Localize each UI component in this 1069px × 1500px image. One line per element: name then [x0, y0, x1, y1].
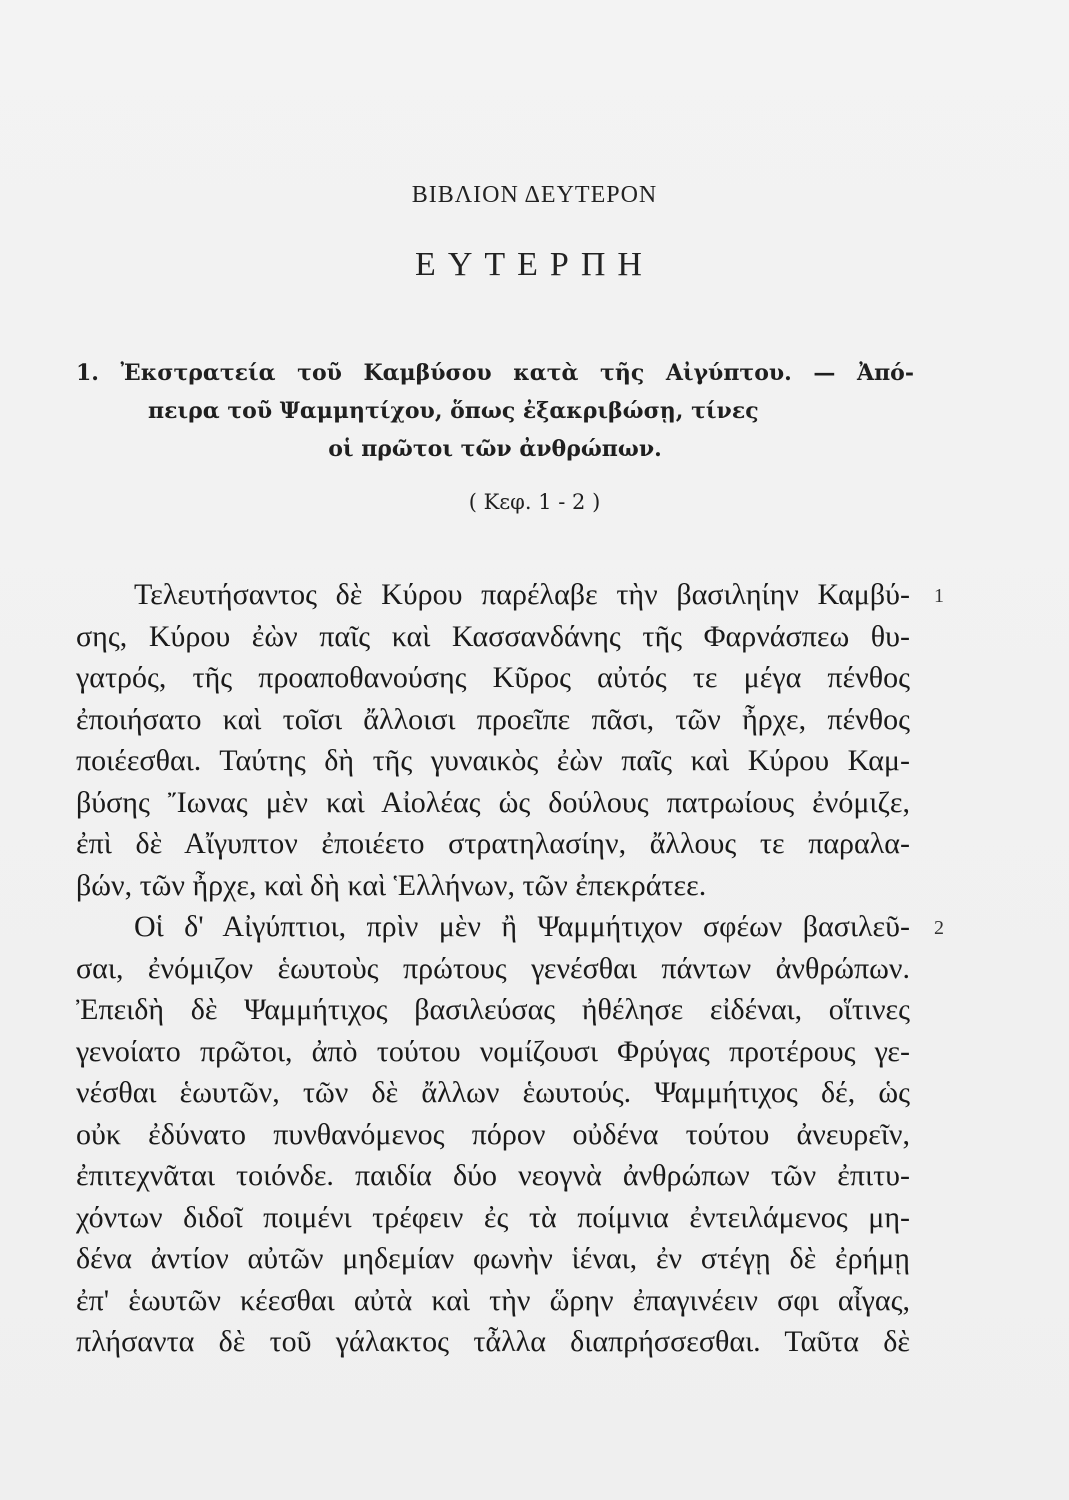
text-line: γενοίατο πρῶτοι, ἀπὸ τούτου νομίζουσι Φρύγας προτέρους γε- — [76, 1034, 910, 1068]
text-line: ἐπ' ἑωυτῶν κέεσθαι αὐτὰ καὶ τὴν ὥρην ἐπαγινέειν σφι αἶγας, — [76, 1283, 910, 1317]
text-line: οὐκ ἐδύνατο πυνθανόμενος πόρον οὐδένα τούτου ἀνευρεῖν, — [76, 1117, 910, 1151]
summary-line: οἱ πρῶτοι τῶν ἀνθρώπων. — [328, 436, 662, 462]
summary-line: πειρα τοῦ Ψαμμητίχου, ὅπως ἐξακριβώσῃ, τίνες — [148, 398, 759, 424]
section-number: 2 — [934, 917, 944, 939]
text-line: βύσης Ἴωνας μὲν καὶ Αἰολέας ὡς δούλους πατρωίους ἐνόμιζε, — [76, 785, 910, 819]
chapter-reference: ( Κεφ. 1 - 2 ) — [468, 490, 601, 514]
text-line: νέσθαι ἑωυτῶν, τῶν δὲ ἄλλων ἑωυτούς. Ψαμμήτιχος δέ, ὡς — [76, 1076, 910, 1109]
text-line: πλήσαντα δὲ τοῦ γάλακτος τἆλλα διαπρήσσεσθαι. Ταῦτα δὲ — [76, 1325, 910, 1358]
muse-title: ΕΥΤΕΡΠΗ — [415, 246, 654, 283]
text-line: Ἐπειδὴ δὲ Ψαμμήτιχος βασιλεύσας ἠθέλησε εἰδέναι, οἵτινες — [76, 993, 910, 1026]
text-line: ποιέεσθαι. Ταύτης δὴ τῆς γυναικὸς ἐὼν παῖς καὶ Κύρου Καμ- — [76, 744, 910, 777]
text-line: χόντων διδοῖ ποιμένι τρέφειν ἐς τὰ ποίμνια ἐντειλάμενος μη- — [76, 1200, 910, 1234]
text-line: βών, τῶν ἦρχε, καὶ δὴ καὶ Ἑλλήνων, τῶν ἐπεκράτεε. — [76, 868, 707, 902]
text-line: Τελευτήσαντος δὲ Κύρου παρέλαβε τὴν βασιληίην Καμβύ- — [134, 578, 910, 611]
text-line: ἐπὶ δὲ Αἴγυπτον ἐποιέετο στρατηλασίην, ἄλλους τε παραλα- — [76, 827, 910, 860]
text-line: δένα ἀντίον αὐτῶν μηδεμίαν φωνὴν ἱέναι, ἐν στέγῃ δὲ ἐρήμῃ — [76, 1242, 910, 1275]
book-title: ΒΙΒΛΙΟΝ ΔΕΥΤΕΡΟΝ — [411, 182, 658, 208]
text-line: σης, Κύρου ἐὼν παῖς καὶ Κασσανδάνης τῆς Φαρνάσπεω θυ- — [76, 619, 910, 653]
text-line: ἐποιήσατο καὶ τοῖσι ἄλλοισι προεῖπε πᾶσι, τῶν ἦρχε, πένθος — [76, 702, 910, 736]
text-line: γατρός, τῆς προαποθανούσης Κῦρος αὐτός τε μέγα πένθος — [76, 661, 910, 694]
chapter-summary — [76, 354, 914, 468]
body-text — [76, 574, 910, 1363]
summary-line: 1. Ἐκστρατεία τοῦ Καμβύσου κατὰ τῆς Αἰγύπτου. — Ἀπό- — [76, 360, 914, 386]
text-line: σαι, ἐνόμιζον ἑωυτοὺς πρώτους γενέσθαι πάντων ἀνθρώπων. — [76, 951, 910, 985]
section-number: 1 — [934, 585, 944, 607]
text-line: Οἱ δ' Αἰγύπτιοι, πρὶν μὲν ἢ Ψαμμήτιχον σφέων βασιλεῦ- — [134, 910, 910, 943]
text-line: ἐπιτεχνᾶται τοιόνδε. παιδία δύο νεογνὰ ἀνθρώπων τῶν ἐπιτυ- — [76, 1159, 910, 1192]
